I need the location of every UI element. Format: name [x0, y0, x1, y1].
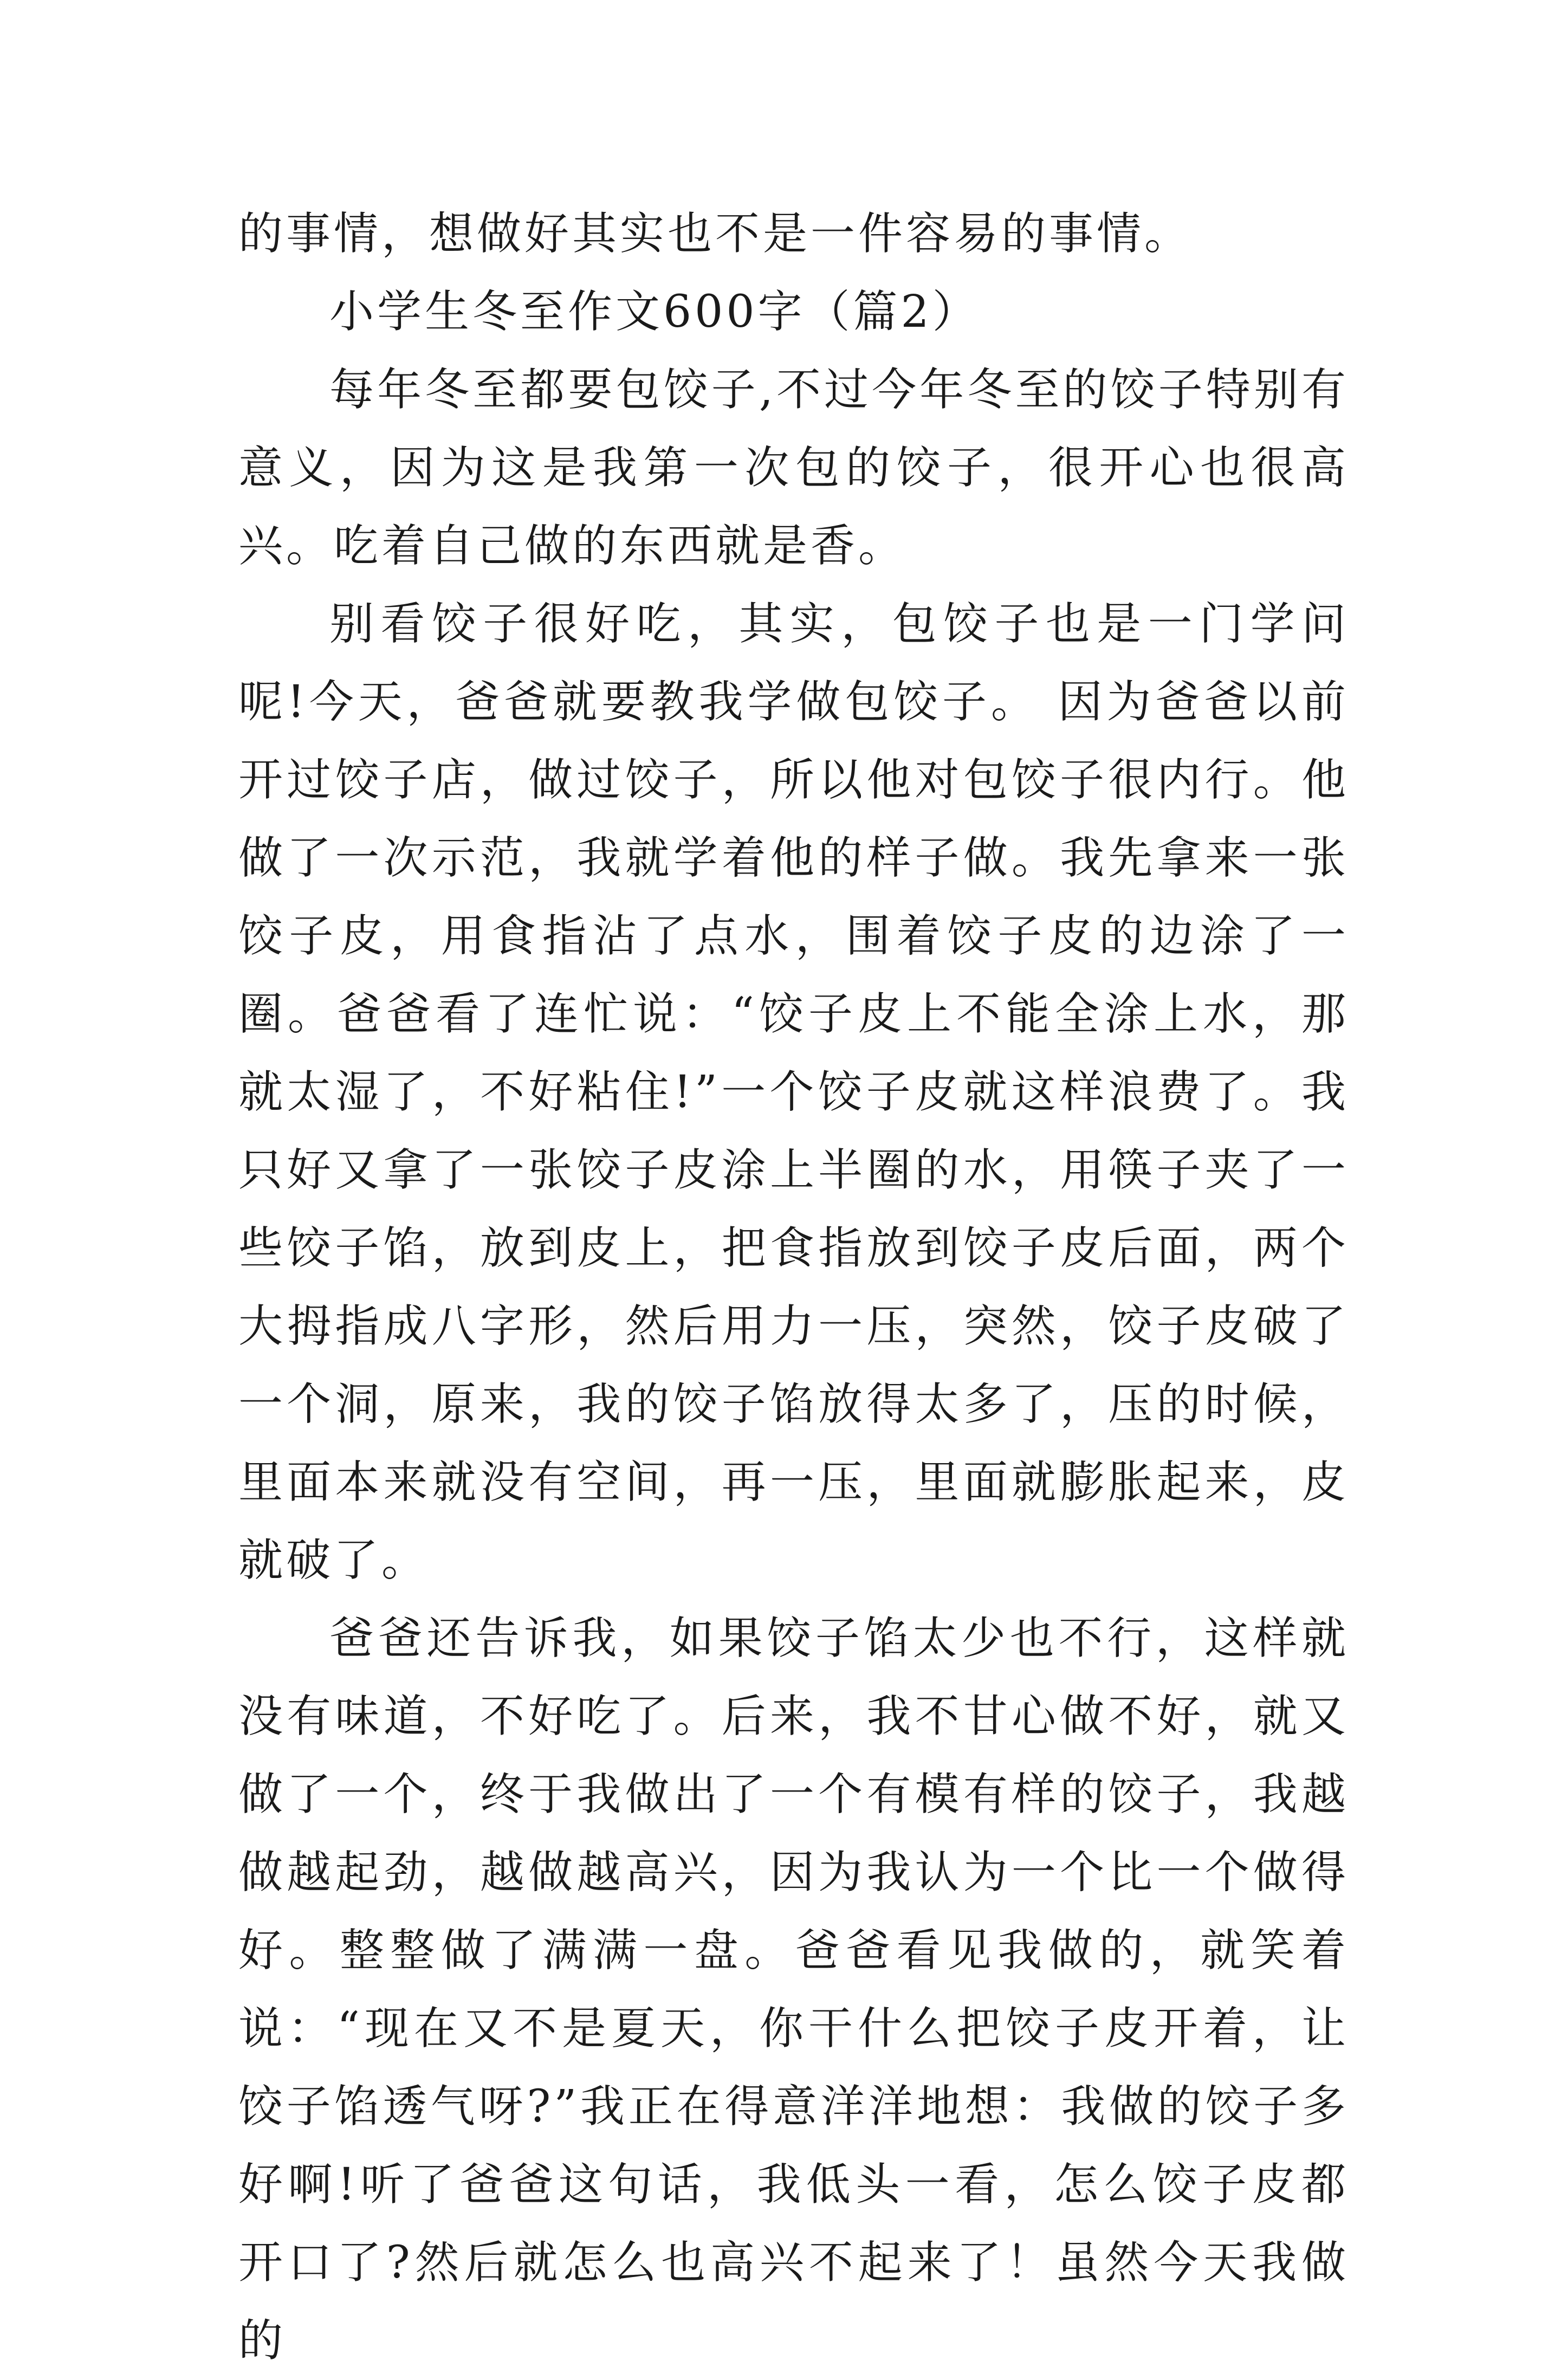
- paragraph-continuation: 的事情，想做好其实也不是一件容易的事情。: [238, 208, 1193, 260]
- paragraph: 别看饺子很好吃，其实，包饺子也是一门学问呢!今天，爸爸就要教我学做包饺子。 因为爸爸以前开过饺子店，做过饺子，所以他对包饺子很内行。他做了一次示范，我就学着他的样子做。我先拿来一张饺子皮，用食指沾了点水，围着饺子皮的边涂了一圈。爸爸看了连忙说：“饺子皮上不能全涂上水，那就太湿了，不好粘住!”一个饺子皮就这样浪费了。我只好又拿了一张饺子皮涂上半圈的水，用筷子夹了一些饺子馅，放到皮上，把食指放到饺子皮后面，两个大拇指成八字形，然后用力一压，突然，饺子皮破了一个洞，原来，我的饺子馅放得太多了，压的时候，里面本来就没有空间，再一压，里面就膨胀起来，皮就破了。: [238, 598, 1349, 1586]
- section-heading: 小学生冬至作文600字（篇2）: [329, 286, 980, 338]
- paragraph: 爸爸还告诉我，如果饺子馅太少也不行，这样就没有味道，不好吃了。后来，我不甘心做不好，就又做了一个，终于我做出了一个有模有样的饺子，我越做越起劲，越做越高兴，因为我认为一个比一个做得好。整整做了满满一盘。爸爸看见我做的，就笑着说：“现在又不是夏天，你干什么把饺子皮开着，让饺子馅透气呀?”我正在得意洋洋地想：我做的饺子多好啊!听了爸爸这句话，我低头一看，怎么饺子皮都开口了?然后就怎么也高兴不起来了！虽然今天我做的: [238, 1613, 1349, 2366]
- paragraph: 每年冬至都要包饺子,不过今年冬至的饺子特别有意义，因为这是我第一次包的饺子，很开心也很高兴。吃着自己做的东西就是香。: [238, 364, 1349, 572]
- document-body: [238, 195, 1349, 2380]
